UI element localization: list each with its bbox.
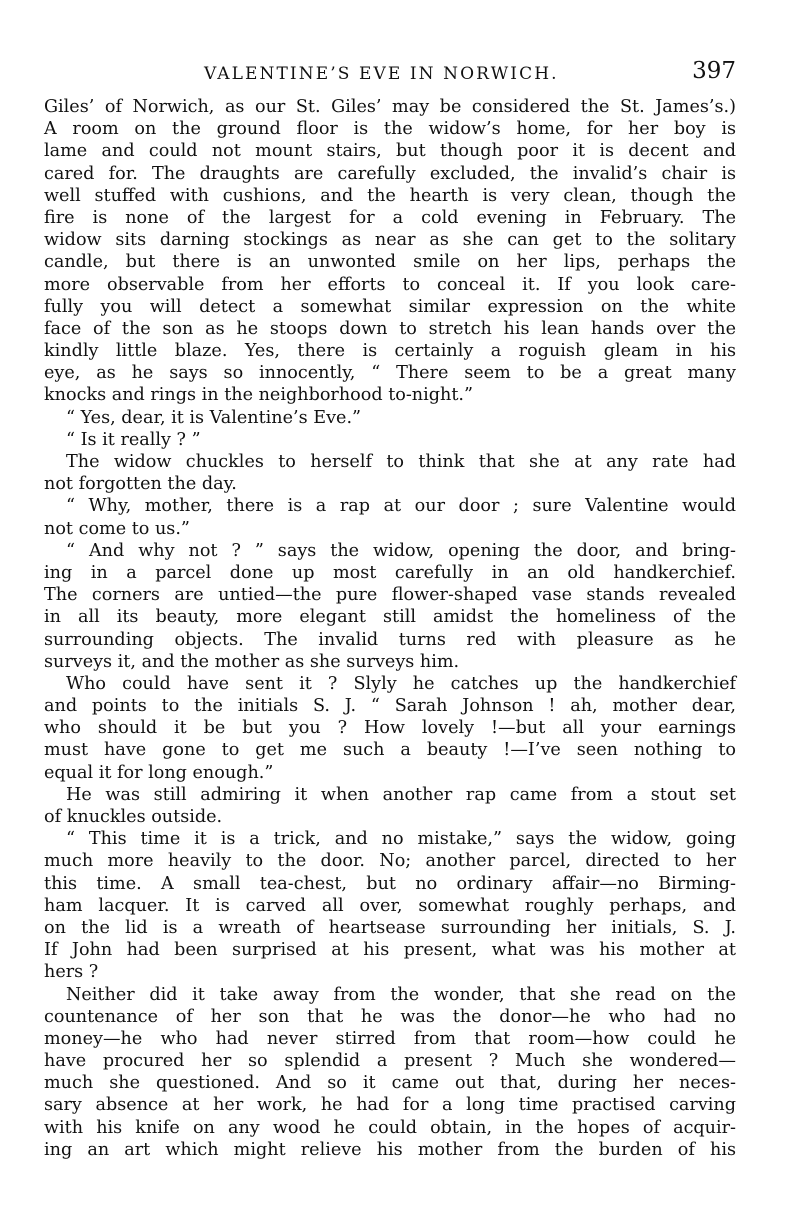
text-line: The widow chuckles to herself to think that she at any rate had	[66, 452, 736, 472]
text-line: must have gone to get me such a beauty !—I’ve seen nothing to	[44, 740, 736, 761]
text-line: Giles’ of Norwich, as our St. Giles’ may be considered the St. James’s.)	[44, 97, 736, 117]
text-line: lame and could not mount stairs, but though poor it is decent and	[44, 141, 736, 162]
text-line: who should it be but you ? How lovely !—but all your earnings	[44, 718, 736, 739]
body-text	[44, 96, 736, 1161]
text-line: on the lid is a wreath of heartsease surrounding her initials, S. J.	[44, 917, 736, 938]
text-line: “ Is it really ? ”	[66, 429, 201, 450]
text-line: surrounding objects. The invalid turns red with pleasure as he	[44, 629, 736, 650]
text-line: with his knife on any wood he could obtain, in the hopes of acquir-	[44, 1117, 736, 1138]
text-line: ham lacquer. It is carved all over, somewhat roughly perhaps, and	[44, 895, 736, 916]
text-line: not come to us.”	[44, 518, 190, 539]
running-head	[44, 58, 736, 88]
text-line: equal it for long enough.”	[44, 762, 274, 783]
text-line: kindly little blaze. Yes, there is certainly a roguish gleam in his	[44, 341, 736, 362]
text-line: and points to the initials S. J. “ Sarah Johnson ! ah, mother dear,	[44, 696, 736, 717]
text-line: A room on the ground floor is the widow’s home, for her boy is	[44, 119, 736, 140]
text-line: fully you will detect a somewhat similar expression on the white	[44, 296, 736, 317]
text-line: in all its beauty, more elegant still amidst the homeliness of the	[44, 607, 736, 628]
text-line: candle, but there is an unwonted smile on her lips, perhaps the	[44, 252, 736, 273]
text-line: this time. A small tea-chest, but no ordinary affair—no Birming-	[44, 873, 736, 894]
text-line: well stuffed with cushions, and the hearth is very clean, though the	[44, 185, 736, 206]
text-line: ing in a parcel done up most carefully in an old handkerchief.	[44, 562, 736, 583]
text-line: “ And why not ? ” says the widow, opening the door, and bring-	[66, 540, 736, 561]
text-line: countenance of her son that he was the donor—he who had no	[44, 1006, 736, 1027]
text-line: have procured her so splendid a present ? Much she wondered—	[44, 1051, 736, 1072]
text-line: hers ?	[44, 962, 99, 983]
text-line: face of the son as he stoops down to stretch his lean hands over the	[44, 318, 736, 339]
text-line: cared for. The draughts are carefully excluded, the invalid’s chair is	[44, 163, 736, 184]
text-line: fire is none of the largest for a cold evening in February. The	[44, 207, 736, 228]
running-title: VALENTINE’S EVE IN NORWICH.	[204, 64, 559, 84]
text-line: sary absence at her work, he had for a long time practised carving	[44, 1095, 736, 1116]
text-line: “ Yes, dear, it is Valentine’s Eve.”	[66, 407, 362, 428]
text-line: much more heavily to the door. No; another parcel, directed to her	[44, 851, 736, 872]
text-line: knocks and rings in the neighborhood to-night.”	[44, 385, 474, 406]
text-line: “ Why, mother, there is a rap at our door ; sure Valentine would	[66, 496, 736, 517]
text-line: The corners are untied—the pure flower-shaped vase stands revealed	[44, 585, 736, 606]
text-line: eye, as he says so innocently, “ There seem to be a great many	[44, 363, 736, 384]
text-line: surveys it, and the mother as she surveys him.	[44, 651, 460, 672]
text-line: If John had been surprised at his present, what was his mother at	[44, 940, 736, 961]
text-line: “ This time it is a trick, and no mistake,” says the widow, going	[66, 829, 736, 850]
text-line: widow sits darning stockings as near as she can get to the solitary	[44, 230, 736, 251]
text-line: much she questioned. And so it came out that, during her neces-	[44, 1073, 736, 1094]
text-line: He was still admiring it when another rap came from a stout set	[66, 784, 736, 805]
text-line: money—he who had never stirred from that room—how could he	[44, 1028, 736, 1049]
text-line: more observable from her efforts to conceal it. If you look care-	[44, 274, 736, 295]
text-line: Who could have sent it ? Slyly he catches up the handkerchief	[66, 673, 736, 694]
text-line: not forgotten the day.	[44, 474, 237, 495]
page-number: 397	[692, 58, 736, 84]
text-line: Neither did it take away from the wonder, that she read on the	[66, 984, 736, 1005]
text-line: of knuckles outside.	[44, 807, 223, 827]
text-line: ing an art which might relieve his mother from the burden of his	[44, 1139, 736, 1160]
